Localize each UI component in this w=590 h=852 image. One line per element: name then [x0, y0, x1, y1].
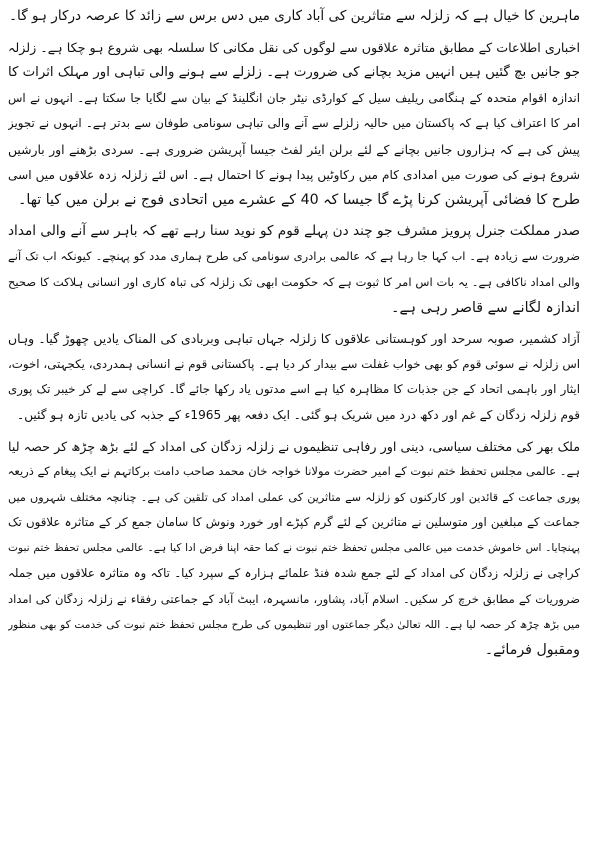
text-line: اندازہ لگانے سے قاصر رہی ہے۔	[391, 299, 580, 316]
text-line: آزاد کشمیر، صوبہ سرحد اور کوہستانی علاقوں کا زلزلہ جہاں تباہی وبربادی کی المناک یادیں چھوڑ گیا۔ وہاں	[8, 331, 580, 347]
text-line: ملک بھر کی مختلف سیاسی، دینی اور رفاہی تنظیموں نے زلزلہ زدگان کی امداد کے لئے بڑھ چڑھ کر حصہ لیا	[8, 438, 580, 454]
text-line: صدر مملکت جنرل پرویز مشرف جو چند دن پہلے قوم کو نوید سنا رہے تھے کہ باہر سے آنے والی امداد	[8, 222, 580, 239]
paragraph-4	[8, 326, 580, 428]
text-line: ضرورت سے زیادہ ہے۔ اب کہا جا رہا ہے کہ عالمی برادری سونامی کی طرح ہماری مدد کو پہنچے۔ کیونکہ اب تک آنے	[8, 249, 580, 264]
text-line: جماعت کے مبلغین اور متوسلین نے متاثرین کے لئے گرم کپڑے اور خورد ونوش کا سامان جمع کر کے متاثرہ علاقوں تک	[8, 515, 580, 530]
text-line: ایثار اور باہمی اتحاد کے جن جذبات کا مظاہرہ کیا ہے اسے مدتوں یاد رکھا جائے گا۔ کراچی سے لے کر خیبر تک پوری	[8, 382, 580, 397]
text-line: ومقبول فرمائے۔	[484, 642, 580, 659]
paragraph-5	[8, 434, 580, 664]
text-line: شروع ہونے کی صورت میں امدادی کام میں رکاوٹیں پیدا ہونے کا احتمال ہے۔ اس لئے زلزلہ زدہ علاقوں میں اسی	[8, 167, 580, 182]
text-line: جو جانیں بچ گئیں ہیں انہیں مزید بچانے کی ضرورت ہے۔ زلزلے سے ہونے والی تباہی اور مہلک اثرات کا	[8, 65, 580, 81]
text-line: والی امداد ناکافی ہے۔ یہ بات اس امر کا ثبوت ہے کہ حکومت ابھی تک زلزلہ کی تباہ کاری اور انسانی ہلاکت کا صحیح	[8, 274, 580, 289]
paragraph-3	[8, 219, 580, 321]
text-line: امر کا اعتراف کیا ہے کہ پاکستان میں حالیہ زلزلے سے آنے والی تباہی سونامی طوفان سے بدتر ہے۔ انہوں نے تجویز	[8, 116, 580, 131]
text-line: ضروریات کے مطابق خرچ کر سکیں۔ اسلام آباد، پشاور، مانسہرہ، ایبٹ آباد کے جماعتی رفقاء نے زلزلہ زدگان کی امداد	[8, 592, 580, 607]
text-line: اس زلزلہ نے سوئی قوم کو بھی خواب غفلت سے بیدار کر دیا ہے۔ پاکستانی قوم نے انسانی ہمدردی، یکجہتی، اخوت،	[8, 356, 580, 371]
text-line: کراچی نے زلزلہ زدگان کی امداد کے لئے جمع شدہ فنڈ علمائے ہزارہ کے سپرد کیا۔ تاکہ وہ متاثرہ علاقوں میں جملہ	[8, 566, 580, 581]
text-line: پیش کی ہے کہ ہزاروں جانیں بچانے کے لئے برلن ایئر لفٹ جیسا آپریشن ضروری ہے۔ سردی بڑھنے اور بارشیں	[8, 141, 580, 157]
text-line: پہنچایا۔ اس خاموش خدمت میں عالمی مجلس تحفظ ختم نبوت نے کما حقہ اپنا فرض ادا کیا ہے۔ عالمی مجلس تحفظ ختم نبوت	[8, 541, 580, 554]
text-line: ماہرین کا خیال ہے کہ زلزلہ سے متاثرین کی آباد کاری میں دس برس سے زائد کا عرصہ درکار ہو گا۔	[9, 8, 580, 24]
text-line: طرح کا فضائی آپریشن کرنا پڑے گا جیسا کہ 40 کے عشرے میں اتحادی فوج نے برلن میں کیا تھا۔	[18, 192, 580, 209]
paragraph-2	[8, 35, 580, 214]
text-line: اندازہ اقوام متحدہ کے ہنگامی ریلیف سیل کے کوارڈی نیٹر جان انگلینڈ کے بیان سے لگایا جا سکتا ہے۔ انہوں نے اس	[8, 90, 580, 105]
text-line: قوم زلزلہ زدگان کے غم اور دکھ درد میں شریک ہو گئی۔ ایک دفعہ پھر 1965ء کے جذبہ کی یادیں تازہ ہو گئیں۔	[17, 407, 580, 422]
text-line: اخباری اطلاعات کے مطابق متاثرہ علاقوں سے لوگوں کی نقل مکانی کا سلسلہ بھی شروع ہو چکا ہے۔ زلزلہ	[8, 39, 580, 55]
text-line: پوری جماعت کے قائدین اور کارکنوں کو زلزلہ سے متاثرین کی عملی امداد کی تلقین کی ہے۔ چنانچہ مختلف شہروں میں	[8, 490, 580, 504]
paragraph-1	[8, 4, 580, 30]
text-line: ہے۔ عالمی مجلس تحفظ ختم نبوت کے امیر حضرت مولانا خواجہ خان محمد صاحب دامت برکاتہم نے ایک پیغام کے ذریعہ	[8, 464, 580, 479]
text-line: میں بڑھ چڑھ کر حصہ لیا ہے۔ اللہ تعالیٰ دیگر جماعتوں اور تنظیموں کی طرح مجلس تحفظ ختم نبوت کی خدمت کو بھی منظور	[8, 618, 580, 631]
